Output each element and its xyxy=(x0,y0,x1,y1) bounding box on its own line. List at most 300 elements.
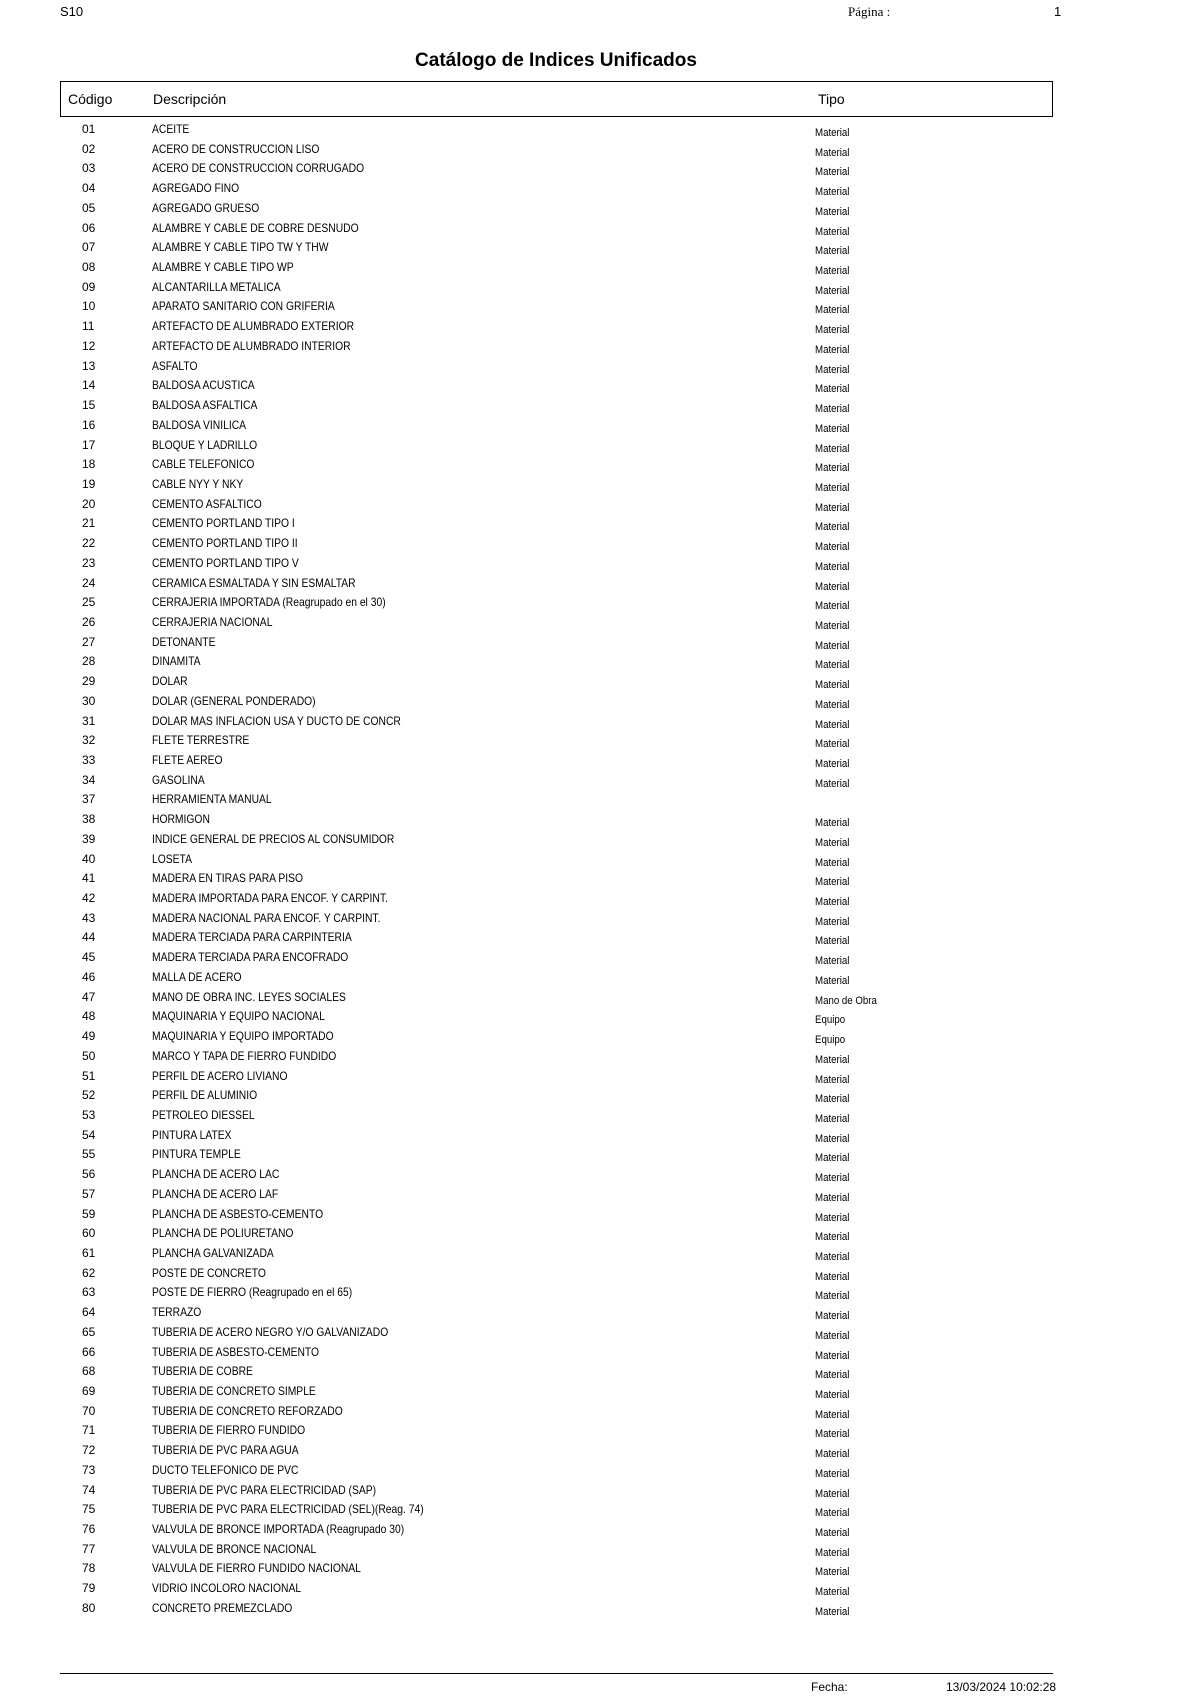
row-type: Material xyxy=(815,186,850,199)
table-row xyxy=(0,1207,1200,1227)
table-row xyxy=(0,122,1200,142)
row-description: MARCO Y TAPA DE FIERRO FUNDIDO xyxy=(152,1048,337,1063)
table-row xyxy=(0,615,1200,635)
row-description: MALLA DE ACERO xyxy=(152,969,242,984)
row-code: 31 xyxy=(82,713,96,728)
row-type: Material xyxy=(815,1408,850,1421)
row-type: Material xyxy=(815,1566,850,1579)
row-type: Material xyxy=(815,974,850,987)
row-type: Material xyxy=(815,225,850,238)
row-code: 79 xyxy=(82,1581,96,1596)
table-row xyxy=(0,299,1200,319)
row-description: ACEITE xyxy=(152,122,190,136)
row-type: Material xyxy=(815,639,850,652)
row-code: 60 xyxy=(82,1226,96,1241)
table-row xyxy=(0,911,1200,931)
row-code: 19 xyxy=(82,476,96,491)
table-row xyxy=(0,161,1200,181)
row-description: TERRAZO xyxy=(152,1305,202,1320)
row-description: CERRAJERIA NACIONAL xyxy=(152,614,273,629)
row-description: PINTURA LATEX xyxy=(152,1127,232,1142)
row-description: ACERO DE CONSTRUCCION LISO xyxy=(152,141,320,156)
row-type: Material xyxy=(815,1231,850,1244)
row-code: 68 xyxy=(82,1364,96,1379)
row-code: 71 xyxy=(82,1423,96,1438)
row-code: 52 xyxy=(82,1088,96,1103)
row-description: TUBERIA DE ACERO NEGRO Y/O GALVANIZADO xyxy=(152,1324,389,1339)
table-row xyxy=(0,240,1200,260)
row-type: Material xyxy=(815,1487,850,1500)
row-code: 75 xyxy=(82,1502,96,1517)
row-description: HERRAMIENTA MANUAL xyxy=(152,792,272,807)
row-description: GASOLINA xyxy=(152,772,205,787)
table-row xyxy=(0,142,1200,162)
table-row xyxy=(0,1601,1200,1621)
row-type: Mano de Obra xyxy=(815,994,877,1007)
row-description: INDICE GENERAL DE PRECIOS AL CONSUMIDOR xyxy=(152,831,395,846)
row-code: 01 xyxy=(82,122,96,136)
row-type: Material xyxy=(815,265,850,278)
row-type: Equipo xyxy=(815,1034,846,1047)
table-row xyxy=(0,339,1200,359)
table-row xyxy=(0,990,1200,1010)
row-description: TUBERIA DE PVC PARA ELECTRICIDAD (SAP) xyxy=(152,1482,377,1497)
row-code: 04 xyxy=(82,181,96,196)
row-description: AGREGADO FINO xyxy=(152,181,240,196)
row-description: BALDOSA ASFALTICA xyxy=(152,398,258,413)
row-description: CONCRETO PREMEZCLADO xyxy=(152,1600,293,1615)
row-code: 10 xyxy=(82,299,96,314)
row-description: PLANCHA DE ASBESTO-CEMENTO xyxy=(152,1206,324,1221)
row-code: 15 xyxy=(82,398,96,413)
row-type: Material xyxy=(815,1310,850,1323)
table-row xyxy=(0,1128,1200,1148)
row-description: ALAMBRE Y CABLE TIPO WP xyxy=(152,260,294,275)
row-code: 22 xyxy=(82,536,96,551)
row-code: 46 xyxy=(82,969,96,984)
row-description: BLOQUE Y LADRILLO xyxy=(152,437,258,452)
row-code: 14 xyxy=(82,378,96,393)
row-code: 41 xyxy=(82,871,96,886)
row-code: 42 xyxy=(82,891,96,906)
row-type: Material xyxy=(815,1329,850,1342)
row-description: AGREGADO GRUESO xyxy=(152,200,260,215)
table-row xyxy=(0,280,1200,300)
row-code: 51 xyxy=(82,1068,96,1083)
row-type: Material xyxy=(815,1250,850,1263)
table-row xyxy=(0,516,1200,536)
table-row xyxy=(0,1483,1200,1503)
row-description: CERRAJERIA IMPORTADA (Reagrupado en el 30) xyxy=(152,595,386,610)
table-row xyxy=(0,635,1200,655)
row-type: Material xyxy=(815,896,850,909)
row-description: MADERA IMPORTADA PARA ENCOF. Y CARPINT. xyxy=(152,891,388,906)
row-description: HORMIGON xyxy=(152,812,210,827)
row-type: Material xyxy=(815,205,850,218)
row-description: DINAMITA xyxy=(152,654,201,669)
row-code: 09 xyxy=(82,279,96,294)
row-description: CEMENTO ASFALTICO xyxy=(152,496,262,511)
row-description: MADERA TERCIADA PARA ENCOFRADO xyxy=(152,950,349,965)
row-type: Material xyxy=(815,1132,850,1145)
row-code: 70 xyxy=(82,1403,96,1418)
table-row xyxy=(0,1443,1200,1463)
row-code: 37 xyxy=(82,792,96,807)
row-code: 80 xyxy=(82,1600,96,1615)
table-row xyxy=(0,852,1200,872)
table-header xyxy=(60,81,1053,117)
row-type: Material xyxy=(815,1073,850,1086)
page-label: Página : xyxy=(848,4,891,19)
row-code: 16 xyxy=(82,417,96,432)
row-type: Material xyxy=(815,284,850,297)
table-row xyxy=(0,1187,1200,1207)
column-header-type: Tipo xyxy=(818,91,845,107)
row-type: Material xyxy=(815,442,850,455)
row-description: DUCTO TELEFONICO DE PVC xyxy=(152,1462,299,1477)
table-row xyxy=(0,497,1200,517)
row-type: Material xyxy=(815,462,850,475)
table-row xyxy=(0,654,1200,674)
table-body xyxy=(0,122,1200,1621)
row-type: Material xyxy=(815,1605,850,1618)
row-code: 07 xyxy=(82,240,96,255)
row-description: VALVULA DE BRONCE NACIONAL xyxy=(152,1541,317,1556)
row-description: TUBERIA DE FIERRO FUNDIDO xyxy=(152,1423,306,1438)
footer-date-value: 13/03/2024 10:02:28 xyxy=(946,1680,1057,1694)
table-row xyxy=(0,221,1200,241)
column-header-description: Descripción xyxy=(153,91,227,107)
table-row xyxy=(0,970,1200,990)
table-row xyxy=(0,1384,1200,1404)
row-type: Material xyxy=(815,679,850,692)
table-row xyxy=(0,1423,1200,1443)
table-row xyxy=(0,595,1200,615)
row-description: BALDOSA VINILICA xyxy=(152,417,247,432)
row-code: 44 xyxy=(82,930,96,945)
row-description: BALDOSA ACUSTICA xyxy=(152,378,255,393)
row-code: 11 xyxy=(82,319,95,334)
table-row xyxy=(0,1364,1200,1384)
row-type: Material xyxy=(815,304,850,317)
row-description: MAQUINARIA Y EQUIPO IMPORTADO xyxy=(152,1029,334,1044)
software-label: S10 xyxy=(60,4,84,19)
row-description: POSTE DE FIERRO (Reagrupado en el 65) xyxy=(152,1285,353,1300)
row-description: CABLE NYY Y NKY xyxy=(152,476,244,491)
table-row xyxy=(0,418,1200,438)
table-row xyxy=(0,792,1200,812)
row-description: FLETE AEREO xyxy=(152,753,223,767)
row-description: APARATO SANITARIO CON GRIFERIA xyxy=(152,299,335,314)
table-row xyxy=(0,950,1200,970)
row-code: 34 xyxy=(82,772,96,787)
row-description: CEMENTO PORTLAND TIPO V xyxy=(152,555,299,570)
row-description: ALAMBRE Y CABLE TIPO TW Y THW xyxy=(152,240,329,255)
row-type: Material xyxy=(815,1093,850,1106)
row-type: Material xyxy=(815,1270,850,1283)
row-description: VALVULA DE FIERRO FUNDIDO NACIONAL xyxy=(152,1561,361,1576)
row-code: 40 xyxy=(82,851,96,866)
row-description: ALCANTARILLA METALICA xyxy=(152,279,281,294)
row-code: 25 xyxy=(82,595,96,610)
row-type: Material xyxy=(815,758,850,770)
row-type: Material xyxy=(815,166,850,179)
row-description: PLANCHA GALVANIZADA xyxy=(152,1245,274,1260)
row-type: Material xyxy=(815,935,850,948)
table-row xyxy=(0,832,1200,852)
row-type: Material xyxy=(815,1349,850,1362)
table-row xyxy=(0,576,1200,596)
row-type: Material xyxy=(815,1428,850,1441)
row-type: Material xyxy=(815,1507,850,1520)
row-type: Material xyxy=(815,403,850,416)
table-row xyxy=(0,773,1200,793)
row-type: Material xyxy=(815,146,850,159)
row-description: CEMENTO PORTLAND TIPO I xyxy=(152,516,295,531)
row-code: 02 xyxy=(82,141,96,156)
row-type: Material xyxy=(815,521,850,534)
row-type: Material xyxy=(815,817,850,830)
table-row xyxy=(0,536,1200,556)
table-row xyxy=(0,930,1200,950)
row-description: TUBERIA DE CONCRETO SIMPLE xyxy=(152,1384,316,1398)
row-type: Material xyxy=(815,541,850,554)
row-description: DOLAR MAS INFLACION USA Y DUCTO DE CONCR xyxy=(152,713,401,728)
table-row xyxy=(0,1009,1200,1029)
row-description: MANO DE OBRA INC. LEYES SOCIALES xyxy=(152,989,346,1004)
row-type: Material xyxy=(815,955,850,968)
row-code: 28 xyxy=(82,654,96,669)
row-code: 48 xyxy=(82,1009,96,1024)
row-code: 05 xyxy=(82,200,96,215)
row-type: Material xyxy=(815,698,850,711)
table-row xyxy=(0,1581,1200,1601)
table-row xyxy=(0,438,1200,458)
table-row xyxy=(0,457,1200,477)
row-code: 43 xyxy=(82,910,96,925)
row-description: DOLAR (GENERAL PONDERADO) xyxy=(152,693,316,708)
row-description: PINTURA TEMPLE xyxy=(152,1147,241,1162)
row-description: ARTEFACTO DE ALUMBRADO INTERIOR xyxy=(152,338,351,353)
table-row xyxy=(0,694,1200,714)
row-code: 50 xyxy=(82,1048,96,1063)
row-code: 54 xyxy=(82,1127,96,1142)
row-description: CABLE TELEFONICO xyxy=(152,457,255,472)
row-code: 78 xyxy=(82,1561,96,1576)
row-type: Equipo xyxy=(815,1014,846,1027)
row-code: 08 xyxy=(82,260,96,275)
row-code: 53 xyxy=(82,1107,96,1122)
row-type: Material xyxy=(815,560,850,573)
footer-divider xyxy=(60,1673,1053,1674)
row-code: 23 xyxy=(82,555,96,570)
row-type: Material xyxy=(815,1586,850,1599)
row-description: TUBERIA DE CONCRETO REFORZADO xyxy=(152,1403,343,1418)
table-row xyxy=(0,733,1200,753)
table-row xyxy=(0,753,1200,773)
row-code: 39 xyxy=(82,831,96,846)
row-code: 55 xyxy=(82,1147,96,1162)
table-row xyxy=(0,477,1200,497)
row-type: Material xyxy=(815,501,850,514)
table-row xyxy=(0,556,1200,576)
row-code: 29 xyxy=(82,674,96,689)
table-row xyxy=(0,1266,1200,1286)
row-type: Material xyxy=(815,580,850,593)
row-code: 26 xyxy=(82,614,96,629)
table-row xyxy=(0,1029,1200,1049)
row-code: 72 xyxy=(82,1443,96,1458)
row-description: TUBERIA DE ASBESTO-CEMENTO xyxy=(152,1344,320,1359)
row-description: ARTEFACTO DE ALUMBRADO EXTERIOR xyxy=(152,319,355,334)
row-type: Material xyxy=(815,363,850,376)
table-row xyxy=(0,1325,1200,1345)
row-description: DOLAR xyxy=(152,674,188,689)
row-type: Material xyxy=(815,738,850,751)
row-type: Material xyxy=(815,876,850,889)
row-type: Material xyxy=(815,1211,850,1224)
row-code: 69 xyxy=(82,1384,96,1398)
row-description: MADERA TERCIADA PARA CARPINTERIA xyxy=(152,930,352,945)
row-type: Material xyxy=(815,1389,850,1401)
table-row xyxy=(0,359,1200,379)
row-description: ASFALTO xyxy=(152,358,198,373)
row-code: 27 xyxy=(82,634,96,649)
table-row xyxy=(0,1167,1200,1187)
row-description: VALVULA DE BRONCE IMPORTADA (Reagrupado 30) xyxy=(152,1522,405,1537)
row-type: Material xyxy=(815,659,850,672)
row-code: 49 xyxy=(82,1029,96,1044)
row-code: 21 xyxy=(82,516,96,531)
row-type: Material xyxy=(815,777,850,790)
table-row xyxy=(0,1088,1200,1108)
row-code: 63 xyxy=(82,1285,96,1300)
table-row xyxy=(0,1345,1200,1365)
row-type: Material xyxy=(815,1546,850,1559)
row-type: Material xyxy=(815,245,850,258)
row-description: PERFIL DE ALUMINIO xyxy=(152,1088,258,1103)
row-type: Material xyxy=(815,1053,850,1066)
row-code: 18 xyxy=(82,457,96,472)
row-type: Material xyxy=(815,915,850,928)
table-row xyxy=(0,1305,1200,1325)
row-description: PLANCHA DE ACERO LAC xyxy=(152,1167,280,1182)
row-code: 65 xyxy=(82,1324,96,1339)
row-type: Material xyxy=(815,481,850,494)
row-description: ACERO DE CONSTRUCCION CORRUGADO xyxy=(152,161,365,176)
row-code: 47 xyxy=(82,989,96,1004)
row-code: 64 xyxy=(82,1305,96,1320)
row-type: Material xyxy=(815,383,850,396)
table-row xyxy=(0,1522,1200,1542)
row-type: Material xyxy=(815,422,850,435)
row-code: 38 xyxy=(82,812,96,827)
row-type: Material xyxy=(815,718,850,731)
row-code: 77 xyxy=(82,1541,96,1556)
row-description: PETROLEO DIESSEL xyxy=(152,1107,255,1122)
table-row xyxy=(0,674,1200,694)
row-description: MAQUINARIA Y EQUIPO NACIONAL xyxy=(152,1009,325,1024)
table-row xyxy=(0,1285,1200,1305)
row-code: 56 xyxy=(82,1167,96,1182)
table-row xyxy=(0,1049,1200,1069)
row-type: Material xyxy=(815,127,850,139)
row-type: Material xyxy=(815,1369,850,1382)
table-row xyxy=(0,1108,1200,1128)
row-type: Material xyxy=(815,1467,850,1480)
table-row xyxy=(0,181,1200,201)
row-type: Material xyxy=(815,836,850,849)
row-code: 74 xyxy=(82,1482,96,1497)
row-code: 76 xyxy=(82,1522,96,1537)
row-type: Material xyxy=(815,1527,850,1540)
row-code: 06 xyxy=(82,220,96,235)
footer-date-label: Fecha: xyxy=(811,1680,848,1694)
table-row xyxy=(0,1069,1200,1089)
page-number: 1 xyxy=(1054,4,1062,19)
row-code: 12 xyxy=(82,338,96,353)
row-type: Material xyxy=(815,600,850,613)
table-row xyxy=(0,378,1200,398)
row-type: Material xyxy=(815,619,850,632)
table-row xyxy=(0,398,1200,418)
table-row xyxy=(0,812,1200,832)
row-type: Material xyxy=(815,1290,850,1303)
row-description: MADERA EN TIRAS PARA PISO xyxy=(152,871,304,886)
row-description: DETONANTE xyxy=(152,634,216,649)
row-code: 03 xyxy=(82,161,96,176)
row-code: 66 xyxy=(82,1344,96,1359)
row-code: 24 xyxy=(82,575,96,590)
row-code: 73 xyxy=(82,1462,96,1477)
row-description: TUBERIA DE PVC PARA AGUA xyxy=(152,1443,299,1458)
row-description: PLANCHA DE ACERO LAF xyxy=(152,1186,279,1201)
row-code: 17 xyxy=(82,437,96,452)
table-row xyxy=(0,714,1200,734)
row-description: PLANCHA DE POLIURETANO xyxy=(152,1226,294,1241)
table-row xyxy=(0,1463,1200,1483)
row-description: LOSETA xyxy=(152,851,192,866)
row-type: Material xyxy=(815,1191,850,1204)
row-description: FLETE TERRESTRE xyxy=(152,733,250,748)
table-row xyxy=(0,1147,1200,1167)
row-code: 45 xyxy=(82,950,96,965)
row-description: CERAMICA ESMALTADA Y SIN ESMALTAR xyxy=(152,575,356,590)
table-row xyxy=(0,1561,1200,1581)
row-type: Material xyxy=(815,324,850,337)
table-row xyxy=(0,319,1200,339)
row-type: Material xyxy=(815,343,850,356)
row-type: Material xyxy=(815,856,850,869)
table-row xyxy=(0,201,1200,221)
row-code: 30 xyxy=(82,693,96,708)
row-code: 61 xyxy=(82,1245,96,1260)
row-code: 32 xyxy=(82,733,96,748)
table-row xyxy=(0,1226,1200,1246)
row-code: 59 xyxy=(82,1206,96,1221)
table-row xyxy=(0,1502,1200,1522)
table-row xyxy=(0,260,1200,280)
row-code: 57 xyxy=(82,1186,96,1201)
row-type: Material xyxy=(815,1448,850,1461)
table-row xyxy=(0,871,1200,891)
table-row xyxy=(0,1542,1200,1562)
row-description: PERFIL DE ACERO LIVIANO xyxy=(152,1068,288,1083)
row-type: Material xyxy=(815,1172,850,1185)
row-description: MADERA NACIONAL PARA ENCOF. Y CARPINT. xyxy=(152,910,381,925)
row-description: TUBERIA DE COBRE xyxy=(152,1364,253,1379)
table-row xyxy=(0,1404,1200,1424)
